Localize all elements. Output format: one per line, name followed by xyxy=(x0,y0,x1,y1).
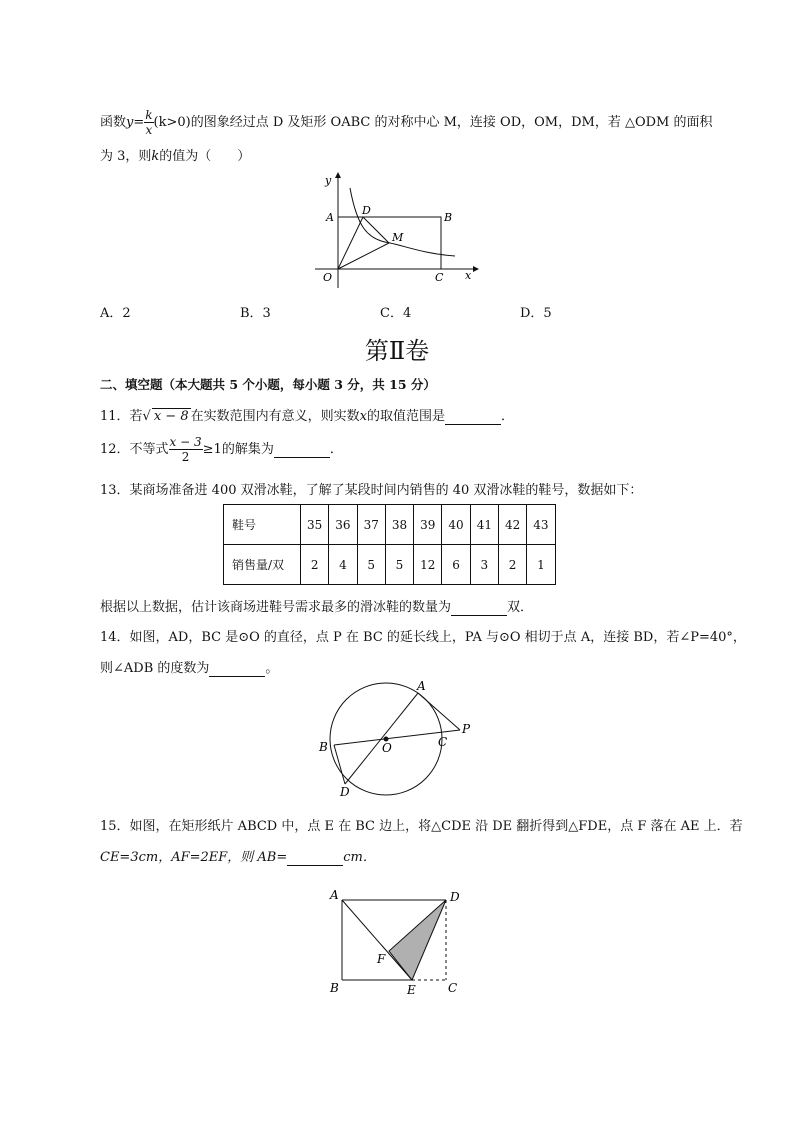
q14-figure xyxy=(310,678,490,803)
table-cell: 12 xyxy=(414,545,442,585)
table-cell: 41 xyxy=(470,505,498,545)
table-cell: 39 xyxy=(414,505,442,545)
q10-option-b: B．3 xyxy=(240,306,271,321)
table-header-size: 鞋号 xyxy=(224,505,301,545)
q10-fraction xyxy=(144,108,153,137)
q12-answer-blank[interactable] xyxy=(274,442,330,458)
label-d: D xyxy=(340,785,350,799)
diameter-ad xyxy=(345,693,418,784)
label-a: A xyxy=(417,679,426,693)
hyperbola-curve xyxy=(350,188,455,256)
label-b: B xyxy=(444,211,453,224)
q10-text1: 的图象经过点 D 及矩形 OABC 的对称中心 M，连接 OD，OM，DM，若 △ODM 的面积 xyxy=(190,115,713,130)
q11: 11．若√ x − 8 在实数范围内有意义，则实数x的取值范围是 ． xyxy=(100,409,514,424)
q10-line1 xyxy=(100,108,713,137)
label-o: O xyxy=(323,271,333,284)
q10-option-c: C．4 xyxy=(380,306,412,321)
q12-frac-den: 2 xyxy=(181,450,190,464)
label-y: y xyxy=(325,174,332,187)
q13-after xyxy=(100,596,533,616)
q14-answer-blank[interactable] xyxy=(209,661,265,677)
q12-frac-num: x − 3 xyxy=(169,435,202,449)
table-cell: 35 xyxy=(301,505,329,545)
label-c: C xyxy=(435,271,444,284)
q12-fraction xyxy=(169,435,203,464)
q15-line2-text: CE=3cm，AF=2EF，则 AB= xyxy=(100,850,288,865)
segment-om xyxy=(338,243,389,269)
label-f: F xyxy=(377,952,386,966)
q12-end: ． xyxy=(329,442,343,457)
q15-line2 xyxy=(100,846,376,866)
q10-figure xyxy=(305,168,485,290)
q10-condition: (k>0) xyxy=(153,115,191,130)
label-a: A xyxy=(330,888,339,902)
q13-text: 13．某商场准备进 400 双滑冰鞋，了解了某段时间内销售的 40 双滑冰鞋的鞋号，数据如下： xyxy=(100,483,643,498)
label-m: M xyxy=(392,231,404,244)
table-cell: 43 xyxy=(527,505,555,545)
q10-text2b: 的值为（ ） xyxy=(159,149,251,164)
label-d: D xyxy=(450,890,460,904)
section2-header: 二、填空题（本大题共 5 个小题，每小题 3 分，共 15 分） xyxy=(100,377,436,392)
tangent-pa xyxy=(418,693,460,730)
q15-figure xyxy=(322,884,472,999)
q10-text2k: k xyxy=(151,149,160,164)
q11-text2: 的取值范围是 xyxy=(366,409,445,424)
label-c: C xyxy=(448,981,458,995)
q15-answer-blank[interactable] xyxy=(287,850,343,866)
q13-after-text: 根据以上数据，估计该商场进鞋号需求最多的滑冰鞋的数量为 xyxy=(100,600,452,615)
q14-line2-text: 则∠ADB 的度数为 xyxy=(100,661,210,676)
q15-line2-end: cm． xyxy=(343,850,376,865)
q12-text: 的解集为 xyxy=(221,442,274,457)
table-row xyxy=(224,545,556,585)
q14-line2 xyxy=(100,657,278,677)
q11-radicand: x − 8 xyxy=(153,409,189,424)
q10-func-y: y= xyxy=(126,115,145,130)
table-cell: 38 xyxy=(385,505,413,545)
label-d: D xyxy=(362,204,371,217)
q13-after-end: 双． xyxy=(507,600,534,615)
q12-relation: ≥1 xyxy=(202,442,222,457)
q11-answer-blank[interactable] xyxy=(445,409,501,425)
q10-prefix: 函数 xyxy=(100,115,127,130)
q10-text2a: 为 3，则 xyxy=(100,149,152,164)
label-c: C xyxy=(438,735,448,749)
q15-line1: 15．如图，在矩形纸片 ABCD 中，点 E 在 BC 边上，将△CDE 沿 DE 翻折得到△FDE，点 F 落在 AE 上．若 xyxy=(100,819,743,834)
label-p: P xyxy=(462,722,471,736)
q10-frac-den: x xyxy=(145,123,153,137)
q11-num: 11．若 xyxy=(100,409,143,424)
label-b: B xyxy=(319,740,328,754)
section-title: 第Ⅱ卷 xyxy=(364,337,430,365)
q14-line1: 14．如图，AD，BC 是⊙O 的直径，点 P 在 BC 的延长线上，PA 与⊙O 相切于点 A，连接 BD，若∠P=40°， xyxy=(100,630,746,645)
y-axis-arrow xyxy=(335,172,341,178)
table-cell: 1 xyxy=(527,545,555,585)
q12 xyxy=(100,435,343,464)
table-cell: 5 xyxy=(385,545,413,585)
q10-frac-num: k xyxy=(145,108,153,122)
table-cell: 42 xyxy=(498,505,526,545)
q11-var: x xyxy=(359,409,367,424)
q14-line2-end: 。 xyxy=(265,661,279,676)
table-cell: 2 xyxy=(498,545,526,585)
label-o: O xyxy=(382,741,392,755)
table-header-sales: 销售量/双 xyxy=(224,545,301,585)
table-cell: 5 xyxy=(357,545,385,585)
segment-od xyxy=(338,217,363,269)
table-cell: 3 xyxy=(470,545,498,585)
table-cell: 37 xyxy=(357,505,385,545)
label-x: x xyxy=(465,269,472,282)
shoe-size-table xyxy=(223,504,556,585)
table-cell: 40 xyxy=(442,505,470,545)
table-cell: 4 xyxy=(329,545,357,585)
triangle-fde xyxy=(389,900,446,980)
x-axis-arrow xyxy=(473,266,479,272)
table-row xyxy=(224,505,556,545)
table-cell: 36 xyxy=(329,505,357,545)
label-a: A xyxy=(326,211,334,224)
q13-answer-blank[interactable] xyxy=(451,600,507,616)
q11-text1: 在实数范围内有意义，则实数 xyxy=(190,409,360,424)
table-cell: 6 xyxy=(442,545,470,585)
q12-num: 12．不等式 xyxy=(100,442,169,457)
label-e: E xyxy=(407,983,416,997)
table-cell: 2 xyxy=(301,545,329,585)
label-b: B xyxy=(330,981,339,995)
q10-line2 xyxy=(100,145,250,164)
q10-option-d: D．5 xyxy=(520,306,552,321)
q11-end: ． xyxy=(500,409,514,424)
q10-option-a: A．2 xyxy=(100,306,131,321)
